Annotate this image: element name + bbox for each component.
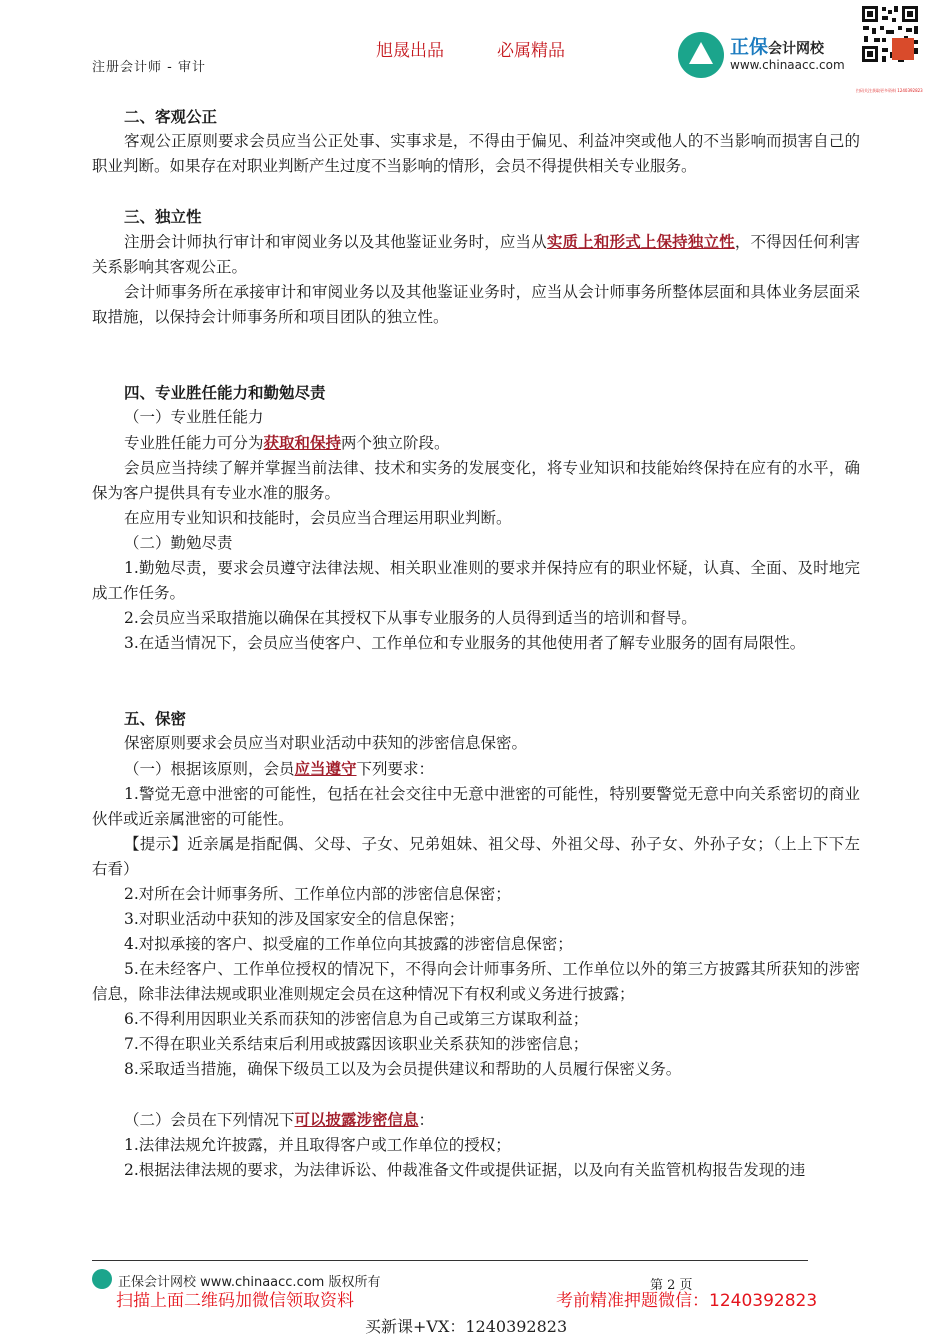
list-item: 4.对拟承接的客户、拟受雇的工作单位向其披露的涉密信息保密； bbox=[124, 935, 573, 953]
paragraph: 会计师事务所在承接审计和审阅业务以及其他鉴证业务时，应当从会计师事务所整体层面和具体业务层面采取措施，以保持会计师事务所和项目团队的独立性。 bbox=[92, 283, 860, 326]
list-item: 6.不得利用因职业关系而获知的涉密信息为自己或第三方谋取利益； bbox=[124, 1010, 589, 1028]
page-number: 第 2 页 bbox=[650, 1278, 693, 1293]
highlight-text: 可以披露涉密信息 bbox=[294, 1110, 419, 1129]
highlight-text: 获取和保持 bbox=[263, 433, 342, 452]
footer-rule bbox=[92, 1260, 808, 1261]
list-item: 2.对所在会计师事务所、工作单位内部的涉密信息保密； bbox=[124, 885, 511, 903]
qr-center-icon bbox=[892, 38, 914, 60]
paragraph: 客观公正原则要求会员应当公正处事、实事求是，不得由于偏见、利益冲突或他人的不当影响而损害自己的职业判断。如果存在对职业判断产生过度不当影响的情形，会员不得提供相关专业服务。 bbox=[92, 132, 860, 175]
logo-icon bbox=[678, 32, 724, 78]
list-item: 3.在适当情况下，会员应当使客户、工作单位和专业服务的其他使用者了解专业服务的固有局限性。 bbox=[124, 634, 806, 652]
highlight-text: 应当遵守 bbox=[294, 759, 357, 778]
list-item: 8.采取适当措施，确保下级员工以及为会员提供建议和帮助的人员履行保密义务。 bbox=[124, 1060, 682, 1078]
slogan-left: 旭晟出品 bbox=[376, 41, 444, 61]
paragraph: 在应用专业知识和技能时，会员应当合理运用职业判断。 bbox=[124, 509, 512, 527]
logo-url: www.chinaacc.com bbox=[730, 58, 845, 72]
list-item: 7.不得在职业关系结束后利用或披露因该职业关系获知的涉密信息； bbox=[124, 1035, 589, 1053]
list-item: 2.会员应当采取措施以确保在其授权下从事专业服务的人员得到适当的培训和督导。 bbox=[124, 609, 697, 627]
subheading: （二）会员在下列情况下可以披露涉密信息： bbox=[124, 1110, 435, 1129]
tip-note: 【提示】近亲属是指配偶、父母、子女、兄弟姐妹、祖父母、外祖父母、孙子女、外孙子女；（上上下下左右看） bbox=[92, 835, 860, 878]
promo-right: 考前精准押题微信：1240392823 bbox=[556, 1291, 818, 1311]
subheading: （二）勤勉尽责 bbox=[124, 534, 233, 552]
list-item: 3.对职业活动中获知的涉及国家安全的信息保密； bbox=[124, 910, 465, 928]
paragraph: 注册会计师执行审计和审阅业务以及其他鉴证业务时，应当从实质上和形式上保持独立性，不得因任何利害关系影响其客观公正。 bbox=[92, 232, 860, 276]
list-item: 1.勤勉尽责，要求会员遵守法律法规、相关职业准则的要求并保持应有的职业怀疑，认真、全面、及时地完成工作任务。 bbox=[92, 559, 860, 602]
list-item: 2.根据法律法规的要求，为法律诉讼、仲裁准备文件或提供证据，以及向有关监管机构报告发现的违 bbox=[124, 1161, 806, 1179]
qr-code bbox=[856, 4, 923, 93]
section-title: 三、独立性 bbox=[124, 207, 202, 226]
list-item: 1.法律法规允许披露，并且取得客户或工作单位的授权； bbox=[124, 1136, 511, 1154]
course-title: 注册会计师 - 审计 bbox=[92, 60, 206, 75]
chinaacc-logo bbox=[678, 30, 858, 80]
subheading: （一）专业胜任能力 bbox=[124, 408, 264, 426]
qr-caption: 扫码关注获取更多资料 1240392823 bbox=[856, 88, 923, 93]
highlight-text: 实质上和形式上保持独立性 bbox=[546, 232, 735, 251]
paragraph: 会员应当持续了解并掌握当前法律、技术和实务的发展变化，将专业知识和技能始终保持在应有的水平，确保为客户提供具有专业水准的服务。 bbox=[92, 459, 860, 502]
logo-name: 正保会计网校 bbox=[730, 36, 825, 58]
paragraph: 专业胜任能力可分为获取和保持两个独立阶段。 bbox=[124, 433, 450, 452]
paragraph: 保密原则要求会员应当对职业活动中获知的涉密信息保密。 bbox=[124, 734, 528, 752]
footer-logo-icon bbox=[92, 1269, 112, 1289]
list-item: 1.警觉无意中泄密的可能性，包括在社会交往中无意中泄密的可能性，特别要警觉无意中向关系密切的商业伙伴或近亲属泄密的可能性。 bbox=[92, 785, 860, 828]
slogan-right: 必属精品 bbox=[497, 41, 565, 61]
section-title: 四、专业胜任能力和勤勉尽责 bbox=[124, 383, 326, 402]
buy-course-note: 买新课+VX：1240392823 bbox=[365, 1317, 568, 1336]
section-title: 五、保密 bbox=[124, 709, 187, 728]
section-title: 二、客观公正 bbox=[124, 107, 218, 126]
document-body bbox=[92, 104, 860, 1183]
footer-copyright: 正保会计网校 www.chinaacc.com 版权所有 bbox=[118, 1275, 381, 1290]
promo-left: 扫描上面二维码加微信领取资料 bbox=[116, 1291, 354, 1311]
subheading: （一）根据该原则，会员应当遵守下列要求： bbox=[124, 759, 435, 778]
list-item: 5.在未经客户、工作单位授权的情况下，不得向会计师事务所、工作单位以外的第三方披露其所获知的涉密信息，除非法律法规或职业准则规定会员在这种情况下有权利或义务进行披露； bbox=[92, 960, 860, 1003]
